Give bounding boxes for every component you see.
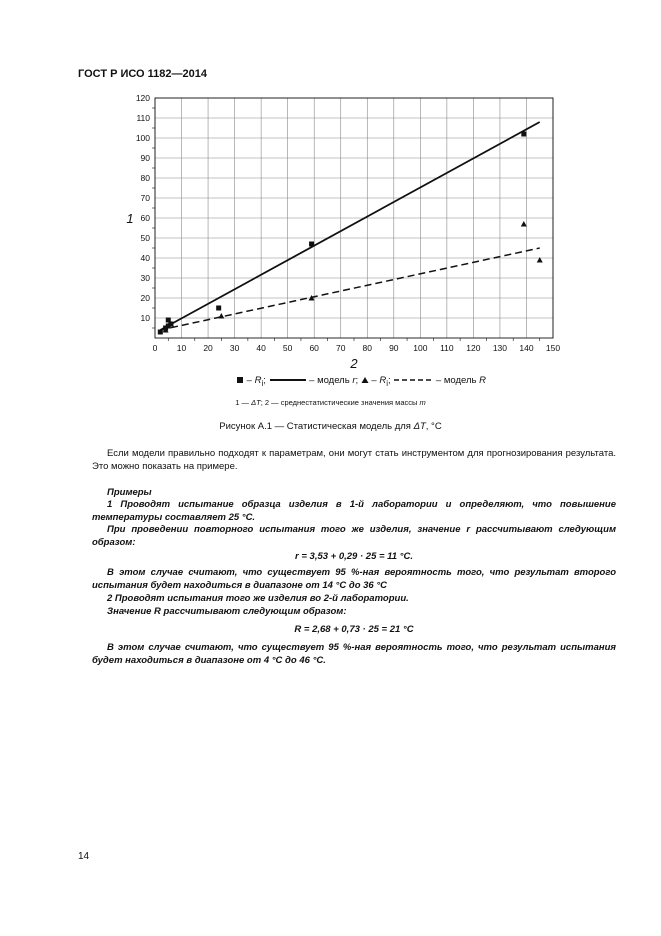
y-tick-label: 60 <box>140 213 150 223</box>
y-tick-label: 30 <box>140 273 150 283</box>
legend-dash: – <box>371 375 380 386</box>
x-tick-label: 0 <box>152 343 158 353</box>
legend-sep: ; <box>263 375 266 386</box>
legend-square-marker <box>236 376 244 384</box>
legend-dashed-line <box>393 377 433 383</box>
y-tick-label: 90 <box>140 153 150 163</box>
square-point <box>216 306 221 311</box>
x-tick-label: 10 <box>176 343 187 353</box>
y-tick-label: 80 <box>140 173 150 183</box>
legend-model-R-text: – модель <box>435 375 480 386</box>
x-tick-label: 130 <box>492 343 508 353</box>
y-tick-label: 110 <box>136 113 150 123</box>
examples-title: Примеры <box>107 487 152 498</box>
paragraph-intro: Если модели правильно подходят к параметрам, они могут стать инструментом для прогнозирования результата. Это можно показать на примере. <box>92 448 616 472</box>
legend-dash: – <box>246 375 255 386</box>
x-tick-label: 100 <box>413 343 428 353</box>
y-tick-label: 20 <box>140 293 150 303</box>
y-tick-label: 100 <box>135 133 150 143</box>
x-tick-label: 120 <box>466 343 481 353</box>
x-tick-label: 70 <box>335 343 346 353</box>
caption-delta: ΔT <box>413 421 426 432</box>
example-2-calc-intro: Значение R рассчитывают следующим образом: <box>107 606 347 617</box>
example-1-text: 1 Проводят испытание образца изделия в 1-й лаборатории и определяют, что повышение температуры составляет 25 °С. <box>92 499 616 523</box>
x-axis-label: 2 <box>350 356 358 370</box>
legend-model-r-text: – модель <box>309 375 353 386</box>
standard-header: ГОСТ Р ИСО 1182—2014 <box>78 68 208 80</box>
y-tick-label: 50 <box>140 233 150 243</box>
x-tick-label: 140 <box>519 343 534 353</box>
formula-R: R = 2,68 + 0,73 · 25 = 21 °С <box>294 624 414 635</box>
x-tick-label: 80 <box>362 343 373 353</box>
legend-R-index: i <box>261 378 264 388</box>
y-tick-label: 70 <box>140 193 150 203</box>
example-1-calc-intro: При проведении повторного испытания того же изделия, значение r рассчитывают следующим образом: <box>92 524 616 548</box>
figure-footnote <box>0 398 661 407</box>
legend-R: R <box>379 375 387 386</box>
triangle-point <box>521 221 527 227</box>
x-tick-label: 60 <box>309 343 319 353</box>
page-number: 14 <box>78 851 90 862</box>
legend-model-r-var: r <box>352 375 356 386</box>
legend-sep: ; <box>388 375 391 386</box>
figure-chart <box>110 90 580 370</box>
legend-solid-line <box>269 377 307 383</box>
y-tick-label: 120 <box>135 93 150 103</box>
legend-model-R-var: R <box>479 375 486 386</box>
legend-R: R <box>254 375 262 386</box>
caption-post: , °C <box>425 421 442 432</box>
x-tick-label: 30 <box>229 343 240 353</box>
y-axis-label: 1 <box>126 211 134 226</box>
chart-legend <box>236 375 486 388</box>
figure-caption <box>0 421 661 432</box>
example-1-conclusion: В этом случае считают, что существует 95 %-ная вероятность того, что результат второго испытания будет находиться в диапазоне от 14 °С до 36 °С <box>92 567 616 591</box>
caption-pre: Рисунок А.1 — Статистическая модель для <box>219 421 414 432</box>
example-2-text: 2 Проводят испытания того же изделия во 2-й лаборатории. <box>107 593 409 604</box>
legend-sep: ; <box>355 375 359 386</box>
y-tick-label: 40 <box>140 253 150 263</box>
legend-triangle-marker <box>361 376 369 384</box>
x-tick-label: 90 <box>389 343 399 353</box>
model-r-line <box>160 122 539 330</box>
footnote-pre: 1 — <box>235 398 252 407</box>
x-tick-label: 110 <box>440 343 454 353</box>
x-tick-label: 20 <box>203 343 213 353</box>
x-tick-label: 40 <box>256 343 266 353</box>
example-2-conclusion: В этом случае считают, что существует 95 %-ная вероятность того, что результат испытания будет находиться в диапазоне от 4 °С до 46 °С. <box>92 642 616 666</box>
footnote-m: m <box>419 398 426 407</box>
x-tick-label: 150 <box>545 343 561 353</box>
footnote-post: ; 2 — среднестатистические значения массы <box>260 398 420 407</box>
legend-R-index: i <box>386 378 388 388</box>
x-tick-label: 50 <box>282 343 293 353</box>
y-tick-label: 10 <box>140 313 150 323</box>
formula-r: r = 3,53 + 0,29 · 25 = 11 °С. <box>295 551 413 562</box>
footnote-delta: ΔT <box>251 398 261 407</box>
